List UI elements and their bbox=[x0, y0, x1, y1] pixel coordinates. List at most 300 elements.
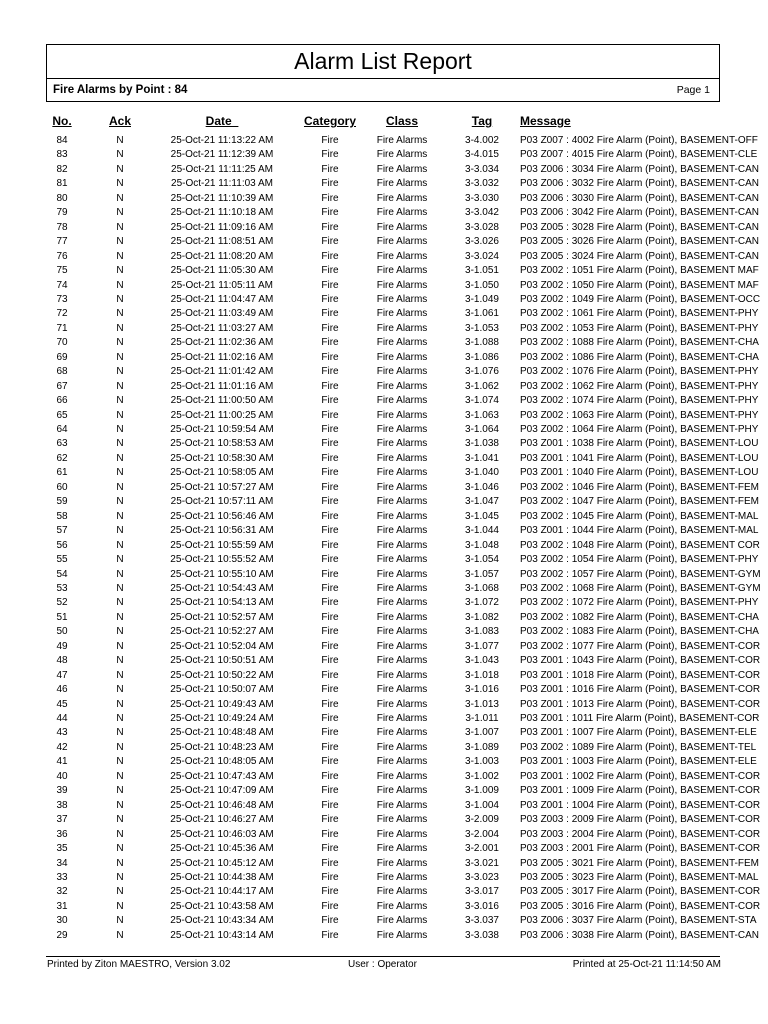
cell-class: Fire Alarms bbox=[376, 395, 428, 407]
cell-no: 36 bbox=[56, 828, 68, 840]
cell-date: 25-Oct-21 10:54:43 AM bbox=[170, 582, 274, 594]
table-row bbox=[0, 409, 768, 423]
cell-no: 81 bbox=[56, 178, 68, 190]
cell-ack: N bbox=[116, 409, 124, 421]
cell-tag: 3-1.043 bbox=[465, 655, 499, 667]
cell-date: 25-Oct-21 10:43:58 AM bbox=[170, 900, 274, 912]
cell-tag: 3-2.004 bbox=[465, 828, 499, 840]
table-row bbox=[0, 611, 768, 625]
cell-tag: 3-1.018 bbox=[465, 669, 499, 681]
cell-ack: N bbox=[116, 698, 124, 710]
cell-date: 25-Oct-21 11:11:25 AM bbox=[171, 163, 273, 175]
cell-date: 25-Oct-21 10:48:23 AM bbox=[170, 741, 274, 753]
cell-category: Fire bbox=[321, 178, 339, 190]
cell-no: 50 bbox=[56, 626, 68, 638]
cell-class: Fire Alarms bbox=[376, 496, 428, 508]
cell-message: P03 Z001 : 1044 Fire Alarm (Point), BASEMENT-MAL bbox=[520, 525, 759, 537]
cell-tag: 3-2.001 bbox=[465, 843, 499, 855]
cell-date: 25-Oct-21 10:43:34 AM bbox=[170, 915, 274, 927]
cell-message: P03 Z006 : 3037 Fire Alarm (Point), BASEMENT-STA bbox=[520, 915, 757, 927]
report-title: Alarm List Report bbox=[294, 48, 472, 74]
table-row bbox=[0, 177, 768, 191]
cell-date: 25-Oct-21 11:10:39 AM bbox=[170, 192, 274, 204]
table-row bbox=[0, 784, 768, 798]
cell-ack: N bbox=[116, 597, 124, 609]
cell-date: 25-Oct-21 10:57:27 AM bbox=[170, 481, 274, 493]
cell-class: Fire Alarms bbox=[376, 265, 428, 277]
table-row bbox=[0, 322, 768, 336]
cell-tag: 3-3.026 bbox=[465, 236, 499, 248]
cell-class: Fire Alarms bbox=[376, 366, 428, 378]
cell-ack: N bbox=[116, 741, 124, 753]
table-row bbox=[0, 423, 768, 437]
cell-date: 25-Oct-21 10:57:11 AM bbox=[170, 496, 274, 508]
cell-class: Fire Alarms bbox=[376, 322, 428, 334]
cell-date: 25-Oct-21 10:44:38 AM bbox=[170, 871, 274, 883]
cell-category: Fire bbox=[321, 236, 339, 248]
cell-tag: 3-1.053 bbox=[465, 322, 499, 334]
cell-class: Fire Alarms bbox=[376, 611, 428, 623]
cell-category: Fire bbox=[321, 886, 339, 898]
table-row bbox=[0, 351, 768, 365]
cell-message: P03 Z001 : 1004 Fire Alarm (Point), BASEMENT-COR bbox=[520, 799, 761, 811]
cell-class: Fire Alarms bbox=[376, 597, 428, 609]
cell-ack: N bbox=[116, 265, 124, 277]
cell-message: P03 Z005 : 3026 Fire Alarm (Point), BASEMENT-CAN bbox=[520, 236, 759, 248]
cell-class: Fire Alarms bbox=[376, 308, 428, 320]
cell-ack: N bbox=[116, 250, 124, 262]
table-row bbox=[0, 148, 768, 162]
cell-ack: N bbox=[116, 192, 124, 204]
cell-category: Fire bbox=[321, 279, 339, 291]
cell-date: 25-Oct-21 10:49:24 AM bbox=[170, 713, 274, 724]
cell-date: 25-Oct-21 10:59:54 AM bbox=[170, 424, 274, 435]
cell-no: 43 bbox=[56, 727, 68, 739]
cell-class: Fire Alarms bbox=[376, 221, 428, 233]
table-row bbox=[0, 481, 768, 495]
footer-divider bbox=[46, 956, 720, 957]
cell-message: P03 Z003 : 2004 Fire Alarm (Point), BASEMENT-COR bbox=[520, 828, 761, 840]
cell-category: Fire bbox=[321, 250, 339, 262]
cell-message: P03 Z005 : 3024 Fire Alarm (Point), BASEMENT-CAN bbox=[520, 250, 759, 262]
cell-category: Fire bbox=[321, 424, 339, 435]
cell-message: P03 Z006 : 3042 Fire Alarm (Point), BASEMENT-CAN bbox=[520, 207, 759, 219]
cell-message: P03 Z001 : 1013 Fire Alarm (Point), BASEMENT-COR bbox=[520, 698, 761, 710]
cell-tag: 3-1.016 bbox=[465, 684, 499, 696]
cell-message: P03 Z002 : 1049 Fire Alarm (Point), BASEMENT-OCC bbox=[520, 293, 761, 305]
cell-class: Fire Alarms bbox=[376, 741, 428, 753]
column-header-tag: Tag bbox=[471, 114, 493, 128]
cell-no: 83 bbox=[56, 149, 68, 161]
cell-category: Fire bbox=[321, 265, 339, 277]
cell-ack: N bbox=[116, 467, 124, 479]
cell-no: 40 bbox=[56, 770, 68, 782]
cell-category: Fire bbox=[321, 611, 339, 623]
column-header-date: Date_ bbox=[205, 114, 239, 128]
cell-date: 25-Oct-21 10:58:53 AM bbox=[170, 438, 274, 450]
cell-message: P03 Z001 : 1016 Fire Alarm (Point), BASEMENT-COR bbox=[520, 684, 761, 696]
cell-message: P03 Z001 : 1002 Fire Alarm (Point), BASEMENT-COR bbox=[520, 770, 761, 782]
cell-tag: 3-1.068 bbox=[465, 582, 499, 594]
cell-class: Fire Alarms bbox=[376, 886, 428, 898]
cell-class: Fire Alarms bbox=[376, 785, 428, 797]
cell-ack: N bbox=[116, 727, 124, 739]
cell-date: 25-Oct-21 11:03:49 AM bbox=[170, 308, 274, 320]
footer-printed-at: Printed at 25-Oct-21 11:14:50 AM bbox=[572, 959, 721, 970]
cell-tag: 3-1.082 bbox=[465, 611, 499, 623]
cell-no: 60 bbox=[56, 481, 68, 493]
cell-ack: N bbox=[116, 351, 124, 363]
table-row bbox=[0, 857, 768, 871]
cell-no: 41 bbox=[56, 756, 68, 768]
cell-category: Fire bbox=[321, 322, 339, 334]
cell-tag: 3-1.054 bbox=[465, 554, 499, 566]
cell-no: 45 bbox=[56, 698, 68, 710]
table-row bbox=[0, 755, 768, 769]
cell-no: 31 bbox=[56, 900, 68, 912]
cell-no: 42 bbox=[56, 741, 68, 753]
cell-class: Fire Alarms bbox=[376, 871, 428, 883]
cell-no: 68 bbox=[56, 366, 68, 378]
cell-no: 82 bbox=[56, 163, 68, 175]
cell-category: Fire bbox=[321, 351, 339, 363]
cell-no: 75 bbox=[56, 265, 68, 277]
header-divider bbox=[47, 78, 719, 79]
cell-no: 48 bbox=[56, 655, 68, 667]
cell-ack: N bbox=[116, 799, 124, 811]
table-row bbox=[0, 279, 768, 293]
cell-message: P03 Z005 : 3023 Fire Alarm (Point), BASEMENT-MAL bbox=[520, 871, 759, 883]
table-row bbox=[0, 221, 768, 235]
cell-date: 25-Oct-21 10:56:31 AM bbox=[170, 525, 274, 537]
cell-date: 25-Oct-21 11:01:16 AM bbox=[170, 380, 274, 392]
cell-message: P03 Z001 : 1009 Fire Alarm (Point), BASEMENT-COR bbox=[520, 785, 761, 797]
cell-class: Fire Alarms bbox=[376, 713, 428, 724]
cell-no: 57 bbox=[56, 525, 68, 537]
cell-date: 25-Oct-21 11:01:42 AM bbox=[170, 366, 274, 378]
column-header-ack: Ack bbox=[108, 114, 131, 128]
cell-category: Fire bbox=[321, 799, 339, 811]
cell-ack: N bbox=[116, 308, 124, 320]
cell-class: Fire Alarms bbox=[376, 843, 428, 855]
cell-tag: 3-1.038 bbox=[465, 438, 499, 450]
cell-category: Fire bbox=[321, 857, 339, 869]
cell-date: 25-Oct-21 11:00:50 AM bbox=[170, 395, 274, 407]
cell-tag: 3-1.013 bbox=[465, 698, 499, 710]
cell-tag: 3-1.044 bbox=[465, 525, 499, 537]
cell-no: 67 bbox=[56, 380, 68, 392]
cell-category: Fire bbox=[321, 539, 339, 551]
cell-class: Fire Alarms bbox=[376, 857, 428, 869]
cell-class: Fire Alarms bbox=[376, 640, 428, 652]
cell-category: Fire bbox=[321, 337, 339, 349]
column-header-message: Message bbox=[520, 114, 571, 128]
cell-class: Fire Alarms bbox=[376, 135, 428, 146]
cell-message: P03 Z002 : 1064 Fire Alarm (Point), BASEMENT-PHY bbox=[520, 424, 759, 435]
cell-category: Fire bbox=[321, 900, 339, 912]
cell-tag: 3-1.040 bbox=[465, 467, 499, 479]
cell-date: 25-Oct-21 10:48:05 AM bbox=[170, 756, 274, 768]
cell-date: 25-Oct-21 10:44:17 AM bbox=[170, 886, 274, 898]
cell-date: 25-Oct-21 11:04:47 AM bbox=[170, 293, 274, 305]
cell-no: 65 bbox=[56, 409, 68, 421]
cell-category: Fire bbox=[321, 409, 339, 421]
cell-ack: N bbox=[116, 785, 124, 797]
table-row bbox=[0, 640, 768, 654]
cell-class: Fire Alarms bbox=[376, 684, 428, 696]
cell-no: 38 bbox=[56, 799, 68, 811]
cell-ack: N bbox=[116, 207, 124, 219]
cell-class: Fire Alarms bbox=[376, 915, 428, 927]
cell-message: P03 Z002 : 1046 Fire Alarm (Point), BASEMENT-FEM bbox=[520, 481, 759, 493]
table-row bbox=[0, 914, 768, 928]
cell-category: Fire bbox=[321, 669, 339, 681]
cell-date: 25-Oct-21 10:47:09 AM bbox=[170, 785, 274, 797]
cell-date: 25-Oct-21 10:50:22 AM bbox=[170, 669, 274, 681]
cell-ack: N bbox=[116, 770, 124, 782]
cell-category: Fire bbox=[321, 741, 339, 753]
cell-no: 51 bbox=[56, 611, 68, 623]
cell-class: Fire Alarms bbox=[376, 655, 428, 667]
cell-message: P03 Z006 : 3034 Fire Alarm (Point), BASEMENT-CAN bbox=[520, 163, 759, 175]
cell-no: 52 bbox=[56, 597, 68, 609]
table-row bbox=[0, 394, 768, 408]
cell-message: P03 Z001 : 1011 Fire Alarm (Point), BASEMENT-COR bbox=[520, 713, 760, 724]
cell-category: Fire bbox=[321, 871, 339, 883]
cell-tag: 3-3.017 bbox=[465, 886, 499, 898]
cell-category: Fire bbox=[321, 582, 339, 594]
cell-class: Fire Alarms bbox=[376, 929, 428, 941]
cell-ack: N bbox=[116, 684, 124, 696]
cell-message: P03 Z007 : 4015 Fire Alarm (Point), BASEMENT-CLE bbox=[520, 149, 758, 161]
cell-class: Fire Alarms bbox=[376, 149, 428, 161]
cell-category: Fire bbox=[321, 828, 339, 840]
cell-tag: 3-1.009 bbox=[465, 785, 499, 797]
cell-message: P03 Z002 : 1083 Fire Alarm (Point), BASEMENT-CHA bbox=[520, 626, 759, 638]
cell-date: 25-Oct-21 11:05:11 AM bbox=[171, 279, 273, 291]
cell-message: P03 Z001 : 1043 Fire Alarm (Point), BASEMENT-COR bbox=[520, 655, 761, 667]
table-row bbox=[0, 250, 768, 264]
cell-ack: N bbox=[116, 366, 124, 378]
table-row bbox=[0, 726, 768, 740]
table-row bbox=[0, 582, 768, 596]
cell-message: P03 Z002 : 1063 Fire Alarm (Point), BASEMENT-PHY bbox=[520, 409, 759, 421]
cell-class: Fire Alarms bbox=[376, 467, 428, 479]
cell-category: Fire bbox=[321, 525, 339, 537]
cell-date: 25-Oct-21 10:49:43 AM bbox=[170, 698, 274, 710]
table-row bbox=[0, 799, 768, 813]
cell-ack: N bbox=[116, 713, 124, 724]
cell-date: 25-Oct-21 11:02:36 AM bbox=[170, 337, 274, 349]
column-header-class: Class bbox=[385, 114, 419, 128]
cell-ack: N bbox=[116, 554, 124, 566]
cell-date: 25-Oct-21 10:58:30 AM bbox=[170, 452, 274, 464]
cell-ack: N bbox=[116, 438, 124, 450]
cell-date: 25-Oct-21 10:55:10 AM bbox=[170, 568, 274, 580]
cell-class: Fire Alarms bbox=[376, 814, 428, 826]
cell-date: 25-Oct-21 10:52:04 AM bbox=[170, 640, 274, 652]
cell-date: 25-Oct-21 11:11:03 AM bbox=[171, 178, 273, 190]
cell-date: 25-Oct-21 10:47:43 AM bbox=[170, 770, 274, 782]
cell-tag: 3-3.038 bbox=[465, 929, 499, 941]
cell-ack: N bbox=[116, 496, 124, 508]
cell-category: Fire bbox=[321, 293, 339, 305]
cell-message: P03 Z005 : 3028 Fire Alarm (Point), BASEMENT-CAN bbox=[520, 221, 759, 233]
cell-ack: N bbox=[116, 814, 124, 826]
cell-message: P03 Z002 : 1048 Fire Alarm (Point), BASEMENT COR bbox=[520, 539, 760, 551]
table-row bbox=[0, 596, 768, 610]
cell-ack: N bbox=[116, 929, 124, 941]
cell-category: Fire bbox=[321, 395, 339, 407]
cell-class: Fire Alarms bbox=[376, 698, 428, 710]
cell-ack: N bbox=[116, 756, 124, 768]
cell-date: 25-Oct-21 10:52:27 AM bbox=[170, 626, 274, 638]
cell-class: Fire Alarms bbox=[376, 756, 428, 768]
cell-message: P03 Z002 : 1089 Fire Alarm (Point), BASEMENT-TEL bbox=[520, 741, 757, 753]
cell-date: 25-Oct-21 10:46:48 AM bbox=[170, 799, 274, 811]
cell-message: P03 Z002 : 1051 Fire Alarm (Point), BASEMENT MAF bbox=[520, 265, 759, 277]
cell-date: 25-Oct-21 10:52:57 AM bbox=[170, 611, 274, 623]
cell-ack: N bbox=[116, 669, 124, 681]
cell-tag: 3-3.016 bbox=[465, 900, 499, 912]
cell-tag: 3-4.015 bbox=[465, 149, 499, 161]
cell-date: 25-Oct-21 10:54:13 AM bbox=[170, 597, 274, 609]
cell-tag: 3-1.074 bbox=[465, 395, 499, 407]
cell-message: P03 Z001 : 1003 Fire Alarm (Point), BASEMENT-ELE bbox=[520, 756, 757, 768]
cell-no: 44 bbox=[56, 713, 68, 724]
cell-category: Fire bbox=[321, 438, 339, 450]
cell-class: Fire Alarms bbox=[376, 236, 428, 248]
cell-ack: N bbox=[116, 337, 124, 349]
cell-message: P03 Z002 : 1068 Fire Alarm (Point), BASEMENT-GYM bbox=[520, 582, 761, 594]
cell-message: P03 Z001 : 1038 Fire Alarm (Point), BASEMENT-LOU bbox=[520, 438, 759, 450]
cell-tag: 3-3.023 bbox=[465, 871, 499, 883]
table-row bbox=[0, 900, 768, 914]
cell-message: P03 Z006 : 3030 Fire Alarm (Point), BASEMENT-CAN bbox=[520, 192, 759, 204]
table-row bbox=[0, 235, 768, 249]
cell-date: 25-Oct-21 10:50:51 AM bbox=[170, 655, 274, 667]
cell-tag: 3-1.049 bbox=[465, 293, 499, 305]
cell-message: P03 Z002 : 1074 Fire Alarm (Point), BASEMENT-PHY bbox=[520, 395, 759, 407]
cell-message: P03 Z003 : 2009 Fire Alarm (Point), BASEMENT-COR bbox=[520, 814, 761, 826]
cell-tag: 3-1.088 bbox=[465, 337, 499, 349]
alarm-table bbox=[0, 112, 768, 944]
cell-message: P03 Z002 : 1057 Fire Alarm (Point), BASEMENT-GYM bbox=[520, 568, 761, 580]
cell-class: Fire Alarms bbox=[376, 409, 428, 421]
report-header bbox=[46, 44, 720, 102]
table-row bbox=[0, 134, 768, 148]
cell-message: P03 Z002 : 1045 Fire Alarm (Point), BASEMENT-MAL bbox=[520, 510, 759, 522]
cell-category: Fire bbox=[321, 770, 339, 782]
table-row bbox=[0, 336, 768, 350]
cell-date: 25-Oct-21 10:45:12 AM bbox=[170, 857, 274, 869]
cell-message: P03 Z002 : 1061 Fire Alarm (Point), BASEMENT-PHY bbox=[520, 308, 759, 320]
cell-no: 72 bbox=[56, 308, 68, 320]
cell-ack: N bbox=[116, 424, 124, 435]
cell-class: Fire Alarms bbox=[376, 337, 428, 349]
cell-class: Fire Alarms bbox=[376, 900, 428, 912]
cell-no: 84 bbox=[56, 135, 68, 146]
table-row bbox=[0, 264, 768, 278]
cell-date: 25-Oct-21 10:55:59 AM bbox=[170, 539, 274, 551]
cell-tag: 3-1.002 bbox=[465, 770, 499, 782]
cell-tag: 3-3.021 bbox=[465, 857, 499, 869]
cell-message: P03 Z001 : 1040 Fire Alarm (Point), BASEMENT-LOU bbox=[520, 467, 759, 479]
cell-ack: N bbox=[116, 886, 124, 898]
cell-class: Fire Alarms bbox=[376, 279, 428, 291]
cell-no: 79 bbox=[56, 207, 68, 219]
table-row bbox=[0, 669, 768, 683]
cell-date: 25-Oct-21 10:43:14 AM bbox=[170, 929, 274, 941]
cell-date: 25-Oct-21 10:56:46 AM bbox=[170, 510, 274, 522]
cell-no: 76 bbox=[56, 250, 68, 262]
cell-date: 25-Oct-21 11:10:18 AM bbox=[170, 207, 274, 219]
cell-no: 59 bbox=[56, 496, 68, 508]
table-header bbox=[0, 112, 768, 130]
table-row bbox=[0, 683, 768, 697]
cell-ack: N bbox=[116, 279, 124, 291]
cell-date: 25-Oct-21 10:58:05 AM bbox=[170, 467, 274, 479]
cell-no: 56 bbox=[56, 539, 68, 551]
cell-category: Fire bbox=[321, 785, 339, 797]
table-row bbox=[0, 654, 768, 668]
table-row bbox=[0, 741, 768, 755]
cell-date: 25-Oct-21 10:48:48 AM bbox=[170, 727, 274, 739]
cell-no: 30 bbox=[56, 915, 68, 927]
table-row bbox=[0, 770, 768, 784]
cell-tag: 3-3.030 bbox=[465, 192, 499, 204]
cell-ack: N bbox=[116, 510, 124, 522]
cell-ack: N bbox=[116, 293, 124, 305]
cell-category: Fire bbox=[321, 568, 339, 580]
table-row bbox=[0, 828, 768, 842]
cell-category: Fire bbox=[321, 756, 339, 768]
table-row bbox=[0, 539, 768, 553]
table-row bbox=[0, 206, 768, 220]
cell-class: Fire Alarms bbox=[376, 770, 428, 782]
cell-ack: N bbox=[116, 163, 124, 175]
table-row bbox=[0, 437, 768, 451]
cell-category: Fire bbox=[321, 698, 339, 710]
cell-ack: N bbox=[116, 611, 124, 623]
cell-no: 35 bbox=[56, 843, 68, 855]
column-header-category: Category bbox=[303, 114, 356, 128]
cell-category: Fire bbox=[321, 655, 339, 667]
cell-category: Fire bbox=[321, 467, 339, 479]
cell-ack: N bbox=[116, 236, 124, 248]
cell-no: 58 bbox=[56, 510, 68, 522]
cell-tag: 3-1.077 bbox=[465, 640, 499, 652]
cell-ack: N bbox=[116, 135, 124, 146]
cell-ack: N bbox=[116, 871, 124, 883]
cell-category: Fire bbox=[321, 814, 339, 826]
cell-message: P03 Z002 : 1050 Fire Alarm (Point), BASEMENT MAF bbox=[520, 279, 759, 291]
table-row bbox=[0, 929, 768, 943]
cell-class: Fire Alarms bbox=[376, 626, 428, 638]
cell-tag: 3-1.041 bbox=[465, 452, 499, 464]
cell-date: 25-Oct-21 11:08:51 AM bbox=[170, 236, 274, 248]
cell-class: Fire Alarms bbox=[376, 178, 428, 190]
cell-date: 25-Oct-21 10:45:36 AM bbox=[170, 843, 274, 855]
cell-no: 71 bbox=[56, 322, 68, 334]
table-row bbox=[0, 365, 768, 379]
cell-message: P03 Z002 : 1072 Fire Alarm (Point), BASEMENT-PHY bbox=[520, 597, 759, 609]
cell-tag: 3-1.051 bbox=[465, 265, 499, 277]
cell-no: 29 bbox=[56, 929, 68, 941]
cell-tag: 3-1.007 bbox=[465, 727, 499, 739]
cell-message: P03 Z005 : 3017 Fire Alarm (Point), BASEMENT-COR bbox=[520, 886, 761, 898]
cell-category: Fire bbox=[321, 713, 339, 724]
